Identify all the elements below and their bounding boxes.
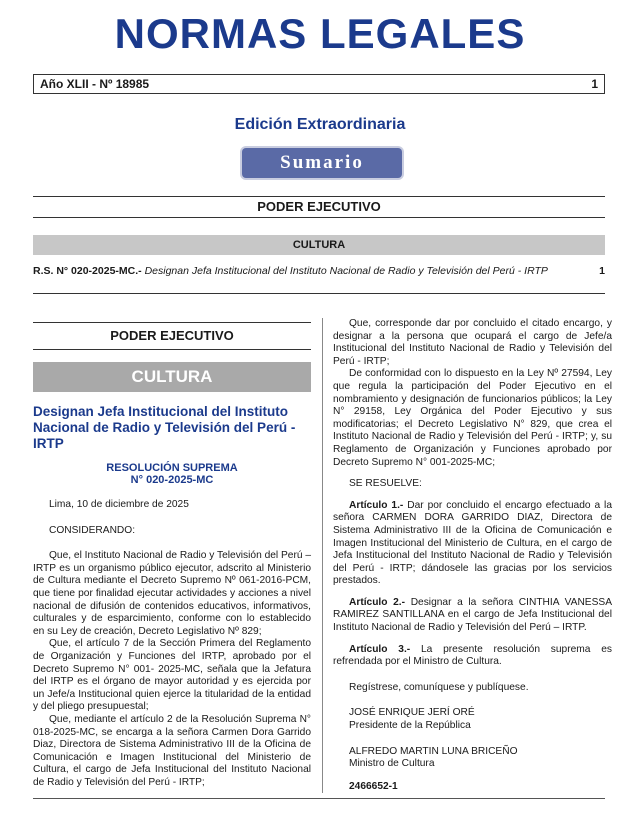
summary-entry-code: R.S. N° 020-2025-MC.-: [33, 265, 142, 277]
article-1: [333, 500, 612, 588]
signatory-2-role: Ministro de Cultura: [349, 758, 435, 770]
signatory-1-role: Presidente de la República: [349, 720, 471, 732]
article-3: [333, 644, 612, 669]
resuelve-label: SE RESUELVE:: [349, 478, 422, 490]
resolution-type: RESOLUCIÓN SUPREMA: [106, 462, 238, 474]
paragraph-3: Que, mediante el artículo 2 de la Resolución Suprema N° 018-2025-MC, se encarga a la señora Carmen Dora Garrido Diaz, Directora de Sistema Administrativo III de la Oficina de Comunicación e Imagen Institucional del Ministerio de Cultura, el cargo de Jefa Institucional del Instituto Nacional de Radio y Televisión del Perú - IRTP;: [33, 713, 311, 788]
summary-ministry-bar: CULTURA: [33, 235, 605, 255]
article-2-text: Designar a la señora CINTHIA VANESSA RAMIREZ SANTILLANA en el cargo de Jefa Institucional del Instituto Nacional de Radio y Televisión del Perú – IRTP.: [333, 596, 612, 634]
left-column: [33, 318, 311, 789]
date-line: Lima, 10 de diciembre de 2025: [49, 499, 189, 510]
resolution-title: [33, 462, 311, 486]
closing-line: Regístrese, comuníquese y publíquese.: [349, 681, 529, 693]
signatory-2-name: ALFREDO MARTIN LUNA BRICEÑO: [349, 745, 518, 757]
article-2-label: Artículo 2.-: [349, 596, 406, 608]
summary-entry[interactable]: [33, 265, 605, 277]
article-3-label: Artículo 3.-: [349, 643, 411, 655]
paragraph-5: De conformidad con lo dispuesto en la Ley Nº 27594, Ley que regula la participación del Poder Ejecutivo en el nombramiento y designación de funcionarios públicos; la Ley N° 29158, Ley Orgánica del Poder Ejecutivo y sus modificatorias; el Decreto Legislativo N° 829, que crea el Instituto Nacional de Radio y Televisión del Perú - IRTP; y, su Reglamento de Organización y Funciones aprobado por Decreto Supremo N° 001-2025-MC;: [333, 368, 612, 468]
sumario-badge: Sumario: [242, 148, 402, 178]
divider: [33, 293, 605, 294]
article-1-text: Dar por concluido el encargo efectuado a la señora CARMEN DORA GARRIDO DIAZ, Directora de Sistema Administrativo III de la Oficina de Comunicación e Imagen Institucional del Ministerio de Cultura, en el cargo de Jefa Institucional del Instituto Nacional de Radio y Televisión del Perú - IRTP; dándosele las gracias por los servicios prestados.: [333, 499, 612, 587]
column-divider: [322, 318, 323, 793]
summary-entry-page: 1: [599, 265, 605, 277]
resolution-number: N° 020-2025-MC: [130, 474, 214, 486]
body-section-heading: PODER EJECUTIVO: [33, 322, 311, 350]
considerando-label: CONSIDERANDO:: [49, 524, 136, 536]
edition-label: Edición Extraordinaria: [234, 116, 406, 133]
issue-bar: [33, 74, 605, 94]
right-column: [333, 318, 612, 793]
article-2: [333, 597, 612, 635]
bottom-divider: [33, 798, 605, 799]
article-headline: Designan Jefa Institucional del Instituto Nacional de Radio y Televisión del Perú - IRTP: [33, 404, 296, 451]
page-number: 1: [591, 77, 598, 91]
publication-code: 2466652-1: [349, 780, 398, 792]
issue-number: Año XLII - Nº 18985: [40, 77, 150, 91]
summary-entry-text: Designan Jefa Institucional del Instituto Nacional de Radio y Televisión del Perú - IRTP: [144, 265, 548, 277]
signatory-1-name: JOSÉ ENRIQUE JERÍ ORÉ: [349, 707, 475, 719]
paragraph-4: Que, corresponde dar por concluido el citado encargo, y designar a la persona que ocupará el cargo de Jefe/a Institucional del Instituto Nacional de Radio y Televisión del Perú - IRTP;: [333, 318, 612, 367]
article-1-label: Artículo 1.-: [349, 499, 404, 511]
masthead-title: NORMAS LEGALES: [114, 10, 526, 57]
paragraph-2: Que, el artículo 7 de la Sección Primera del Reglamento de Organización y Funciones del IRTP, aprobado por el Decreto Supremo N° 001- 2025-MC, señala que la Jefatura del IRTP es el órgano de mayor autoridad y es ejercida por un Jefe/a Institucional quien ejerce la titularidad de la entidad y del pliego presupuestal;: [33, 638, 311, 713]
summary-section-heading: PODER EJECUTIVO: [33, 196, 605, 218]
paragraph-1: Que, el Instituto Nacional de Radio y Televisión del Perú – IRTP es un organismo público ejecutor, adscrito al Ministerio de Cultura mediante el Decreto Supremo Nº 061-2016-PCM, que tiene por finalidad ejecutar actividades y acciones a nivel nacional de difusión de contenidos educativos, informativos, culturales y de esparcimiento, conforme con lo establecido en su Ley de creación, Decreto Legislativo Nº 829;: [33, 550, 312, 637]
article-3-text: La presente resolución suprema es refrendada por el Ministro de Cultura.: [333, 643, 612, 668]
body-ministry-bar: CULTURA: [33, 362, 311, 392]
